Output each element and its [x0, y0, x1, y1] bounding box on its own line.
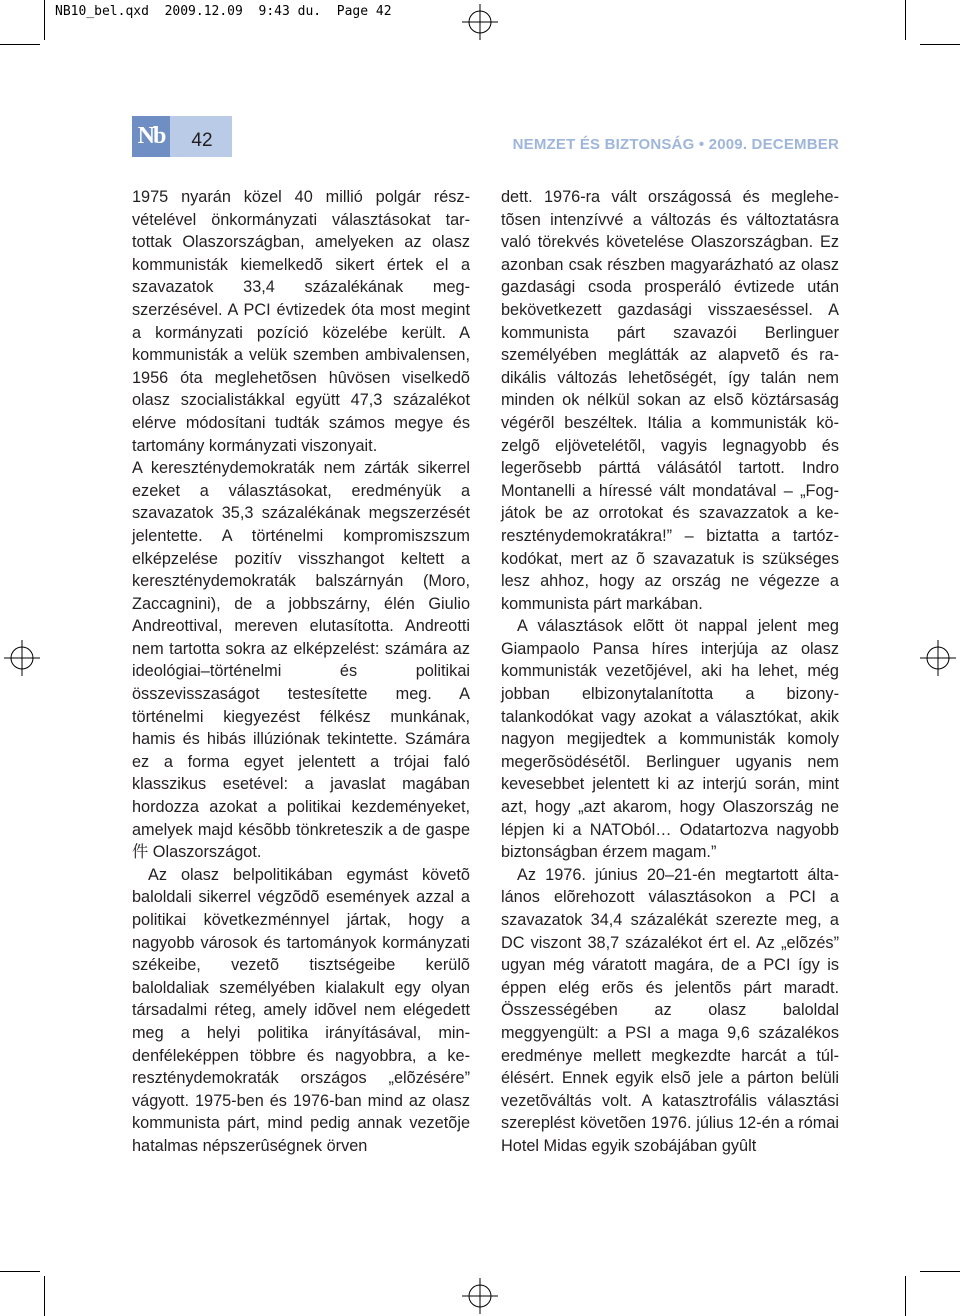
- registration-mark-right-icon: [920, 640, 956, 676]
- paragraph: A kereszténydemokraták nem zárták sikerrel ezeket a választásokat, eredményük a szavazatok 35,3 százalékának megszerzését jelentette. A történelmi kompromiszszum elképzelése pozitív visszhangot keltett a kereszténydemokraták balszárnyán (Moro, Zaccagnini), de a jobbszárny, élén Giulio Andreottival, mereven elutasította. Andreotti nem tartotta sokra az elképzelést: számára az ideológiai–történelmi és politikai összevisszaságot testesítette meg. A történelmi kiegyezést félkész munkának, hamis és hibás illúziónak tekintette. Számára ez a forma egyet jelentett a trójai faló klasszikus esetével: a javaslat magában hordozza azokat a politikai kezdeményeket, amelyek majd késõbb tönkreteszik a de gaspe件 Olaszországot.: [132, 459, 470, 862]
- text-column-right: [501, 186, 839, 1158]
- crop-mark-bottom-right-h: [920, 1271, 960, 1272]
- paragraph: 1975 nyarán közel 40 millió polgár részvételével önkormányzati választásokat tartottak Olaszországban, amelyeken az olasz kommunisták kiemelkedõ sikert értek el a szavazatok 33,4 százalékának megszerzésével. A PCI évtizedek óta most megint a kormányzati pozíció közelébe került. A kommunisták a velük szemben ambivalensen, 1956 óta meglehetõsen hûvösen viselkedõ olasz szocialistákkal együtt 47,3 százalékot elérve módosítani tudták számos megye és tartomány kormányzati viszonyait.: [132, 188, 470, 455]
- logo-text: Nb: [137, 123, 165, 149]
- registration-mark-top-icon: [462, 4, 498, 40]
- crop-mark-top-left-v: [44, 0, 45, 40]
- running-title: NEMZET ÉS BIZTONSÁG • 2009. DECEMBER: [512, 136, 839, 153]
- crop-mark-bottom-left-v: [44, 1276, 45, 1316]
- slug-line: NB10_bel.qxd 2009.12.09 9:43 du. Page 42: [55, 4, 392, 19]
- paragraph: Az olasz belpolitikában egymást követõ baloldali sikerrel végzõdõ események azzal a politikai következménnyel jártak, hogy a nagyobb városok és tartományok kormányzati székeibe, vezetõ tisztségeibe kerülõ baloldaliak személyében kialakult egy olyan társadalmi réteg, amely idõvel nem elégedett meg a helyi politika irányításával, mindenféleképpen többre és nagyobbra, a kereszténydemokraták országos „elõzésére” vágyott. 1975-ben és 1976-ban mind az olasz kommunista párt, mind pedig annak vezetõje hatalmas népszerûségnek örven: [132, 865, 470, 1155]
- registration-mark-bottom-icon: [462, 1278, 498, 1314]
- crop-mark-bottom-right-v: [905, 1276, 906, 1316]
- paragraph: A választások elõtt öt nappal jelent meg Giampaolo Pansa híres interjúja az olasz kommunisták vezetõjével, aki ha lehet, még jobban elbizonytalanította a bizonytalankodókat vagy azokat a választókat, akik nagyon megijedtek a kommunisták komoly megerõsödésétõl. Berlinguer ugyanis nem kevesebbet jelentett ki az interjú során, mint azt, hogy „azt akarom, hogy Olaszország ne lépjen ki a NATOból… Odatartozva nagyobb biztonságban érzem magam.”: [501, 617, 839, 862]
- crop-mark-top-right-v: [905, 0, 906, 40]
- paragraph: Az 1976. június 20–21-én megtartott általános elõrehozott választásokon a PCI a szavazatok 34,4 százalékát szerezte meg, a DC viszont 38,7 százalékot ért el. Az „elõzés” ugyan még váratott magára, de a PCI így is éppen elég erõs és jelentõs párt maradt. Összességében az olasz baloldal meggyengült: a PSI a maga 9,6 százalékos eredménye mellett megkezdte harcát a túlélésért. Ennek egyik elsõ jele a párton belüli vezetõváltás volt. A katasztrofális választási szereplést követõen 1976. július 12-én a római Hotel Midas egyik szobájában gyûlt: [501, 865, 839, 1155]
- registration-mark-left-icon: [4, 640, 40, 676]
- text-column-left: [132, 186, 470, 1158]
- crop-mark-top-left-h: [0, 44, 40, 45]
- crop-mark-top-right-h: [920, 44, 960, 45]
- crop-mark-bottom-left-h: [0, 1271, 40, 1272]
- page-number: 42: [191, 130, 213, 151]
- paragraph: dett. 1976-ra vált országossá és meglehetõsen intenzívvé a változás és változtatásra való törekvés követelése Olaszországban. Ez azonban csak részben magyarázható az olasz gazdasági csoda prosperáló évtizede után bekövetkezett gazdasági visszaeséssel. A kommunista párt szavazói Berlinguer személyében meglátták az alapvetõ és radikális változás lehetõségét, így talán nem minden ok nélkül sokan az elsõ köztársaság végérõl beszéltek. Itália a kommunisták közelgõ eljövetelétõl, vagyis legnagyobb és legerõsebb párttá válásától tartott. Indro Montanelli a híressé vált mondatával – „Fogjátok be az orrotokat és szavazzatok a kereszténydemokratákra!” – biztatta a tartózkodókat, mert az õ szavazatuk is szükséges lesz ahhoz, hogy az ország ne végezze a kommunista párt markában.: [501, 188, 839, 613]
